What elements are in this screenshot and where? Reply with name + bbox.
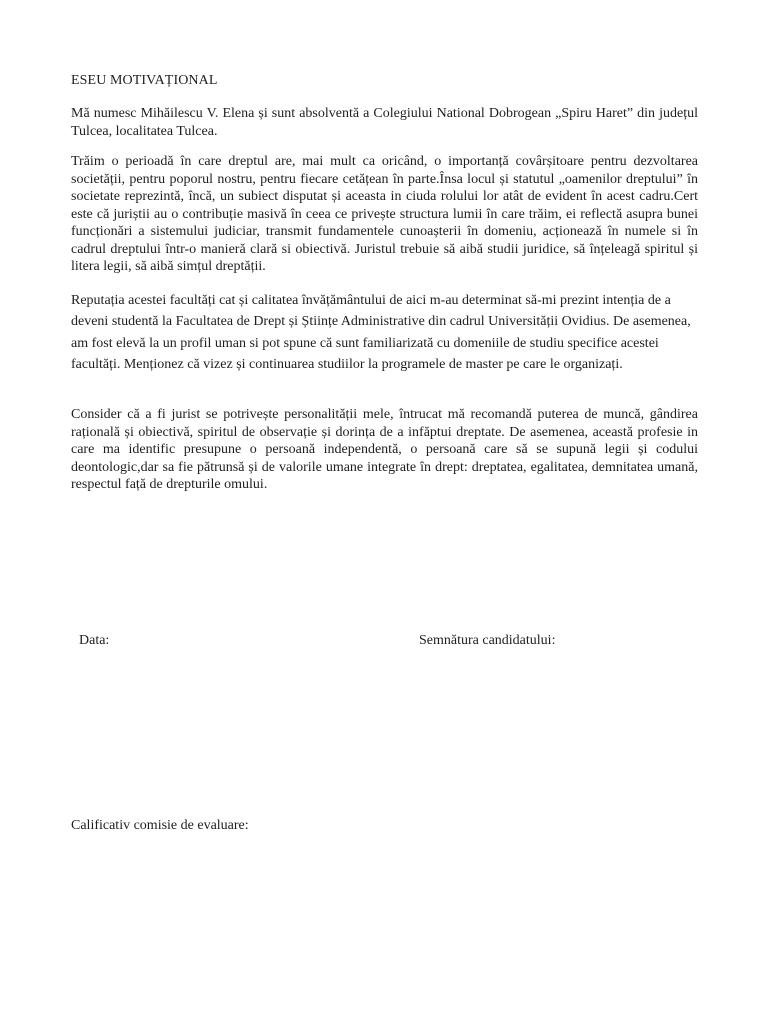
signature-label: Semnătura candidatului: xyxy=(419,633,556,648)
paragraph-personal-fit: Consider că a fi jurist se potrivește personalității mele, întrucat mă recomandă puterea de muncă, gândirea rațională și obiectivă, spiritul de observație și dorința de a infăptui dreptate. De asemenea, această profesie in care ma identific presupune o persoană independentă, o persoană care să se supună legii și codului deontologic,dar sa fie pătrunsă și de valorile umane integrate în drept: dreptatea, egalitatea, demnitatea umană, respectul față de drepturile omului. xyxy=(71,407,698,492)
paragraph-faculty-reputation: Reputația acestei facultăți cat și calitatea învățământului de aici m-au determinat să-mi prezint intenția de a deveni studentă la Facultatea de Drept și Științe Administrative din cadrul Universității Ovidius. De asemenea, am fost elevă la un profil uman si pot spune că sunt familiarizată cu domeniile de studiu specifice acestei facultăți. Menționez că vizez și continuarea studiilor la programele de master pe care le organizați. xyxy=(71,293,691,373)
paragraph-law-importance: Trăim o perioadă în care dreptul are, mai mult ca oricând, o importanță covârșitoare pentru dezvoltarea societății, pentru poporul nostru, pentru fiecare cetățean în parte.Însa locul și statutul „oamenilor dreptului” în societate reprezintă, încă, un subiect disputat și aceasta in ciuda rolului lor atât de evident în acest cadru.Cert este că juriștii au o contribuție masivă în ceea ce privește structura lumii în care trăim, ei reflectă asupra bunei funcționări a sistemului judiciar, transmit fundamentele cunoașterii în domeniu, acționează în numele si în cadrul dreptului într-o manieră clară si obiectivă. Juristul trebuie să aibă studii juridice, să înțeleagă spiritul și litera legii, să aibă simțul dreptății. xyxy=(71,154,698,274)
date-label: Data: xyxy=(79,633,110,648)
essay-title: ESEU MOTIVAȚIONAL xyxy=(71,73,218,88)
committee-rating-label: Calificativ comisie de evaluare: xyxy=(71,818,249,833)
paragraph-introduction: Mă numesc Mihăilescu V. Elena și sunt absolventă a Colegiului National Dobrogean „Spiru Haret” din județul Tulcea, localitatea Tulcea. xyxy=(71,106,698,139)
